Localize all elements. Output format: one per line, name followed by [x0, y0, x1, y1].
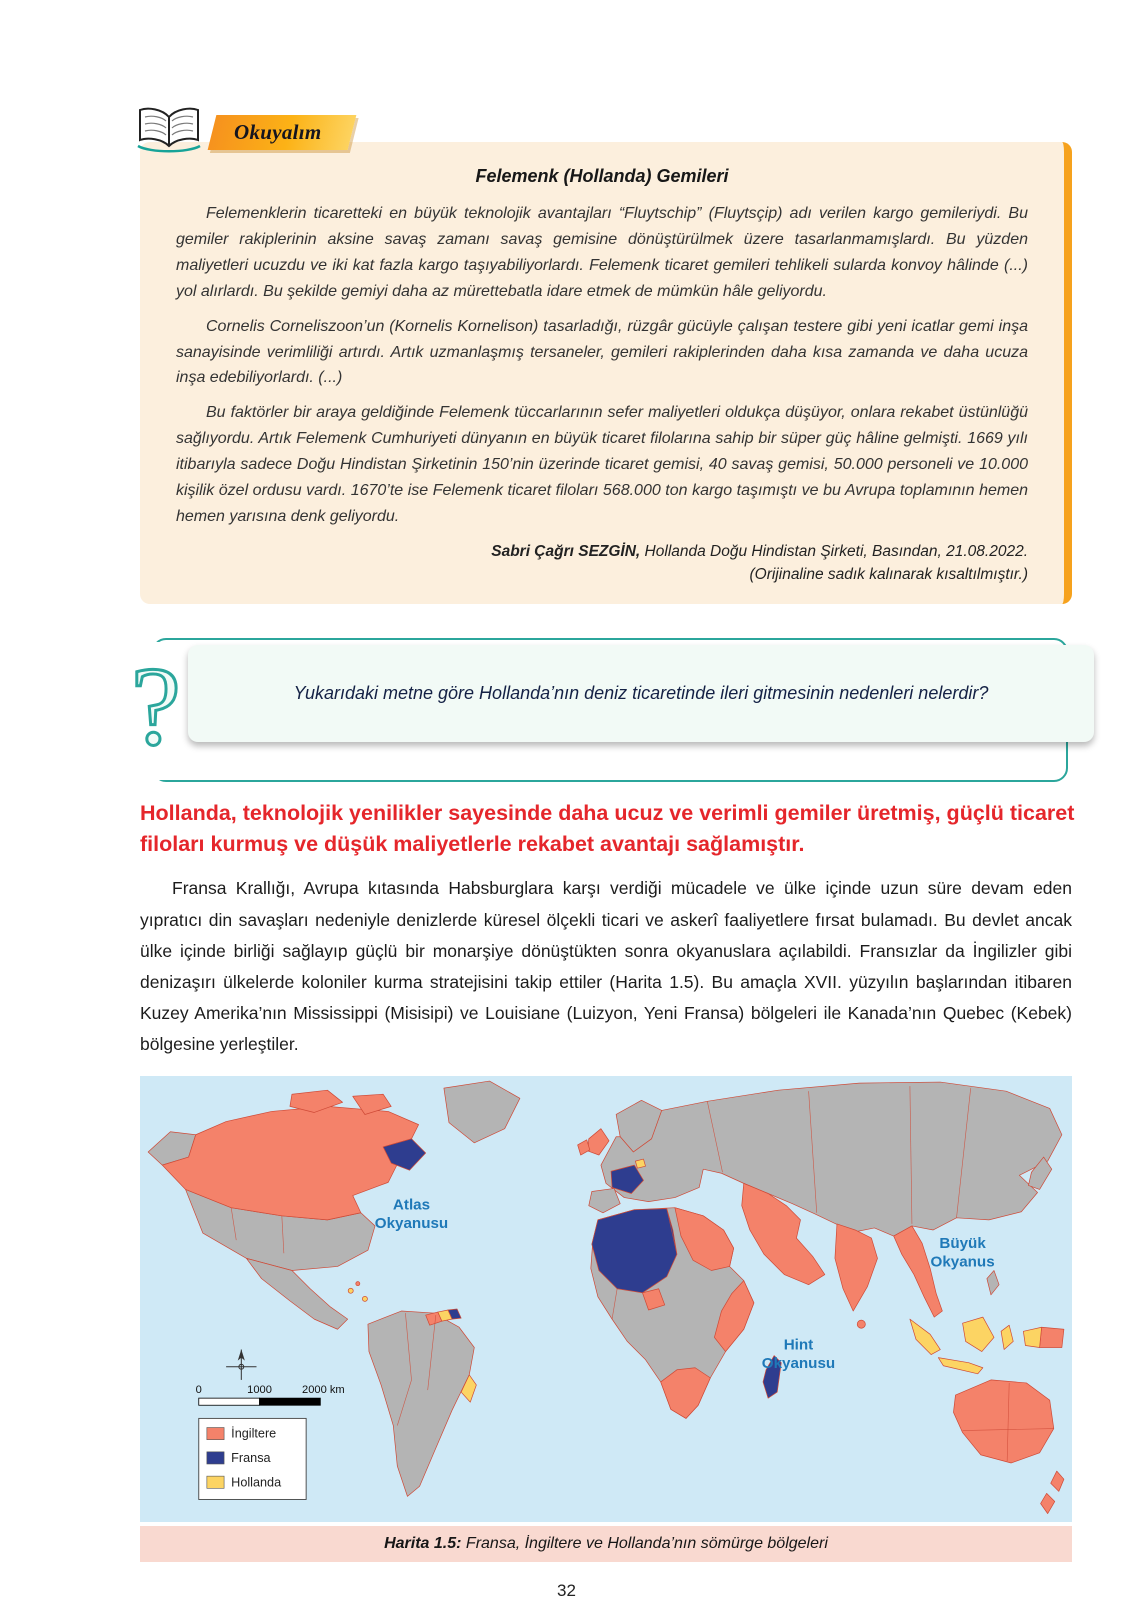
legend-swatch-holland — [207, 1476, 224, 1488]
okuyalim-banner — [208, 115, 356, 150]
attribution-author: Sabri Çağrı SEZGİN, — [491, 542, 641, 560]
attribution-source: Hollanda Doğu Hindistan Şirketi, Basından, 21.08.2022. — [640, 542, 1028, 560]
svg-text:?: ? — [131, 645, 181, 770]
page-number: 32 — [557, 1581, 576, 1600]
attribution — [176, 540, 1028, 587]
body-paragraph: Fransa Krallığı, Avrupa kıtasında Habsburglara karşı verdiği mücadele ve ülke içinde uzun süre devam eden yıpratıcı din savaşları nedeniyle denizlerde küresel ölçekli ticari ve askerî faaliyetlere fırsat bulamadı. Bu devlet ancak ülke içinde birliği sağlayıp güçlü bir monarşiye dönüştükten sonra okyanuslara açılabildi. Fransızlar da İngilizler gibi denizaşırı ülkelerde koloniler kurma stratejisini takip ettiler (Harita 1.5). Bu amaçla XVII. yüzyılın başlarından itibaren Kuzey Amerika’nın Mississippi (Misisipi) ve Louisiane (Luizyon, Yeni Fransa) bölgeleri ile Kanada’nın Quebec (Kebek) bölgesine yerleştiler. — [140, 878, 1072, 1055]
scale-tick-2000: 2000 km — [302, 1384, 345, 1397]
atlantic-label-line1: Atlas — [392, 1196, 431, 1214]
legend-swatch-england — [207, 1428, 224, 1440]
okuyalim-banner-label: Okuyalım — [234, 120, 322, 144]
indian-label-line2: Okyanusu — [761, 1355, 836, 1373]
reading-paragraph-2: Cornelis Corneliszoon’un (Kornelis Kornelison) tasarladığı, rüzgâr gücüyle çalışan testere gibi yeni icatlar gemi inşa sanayisinde verimliliği artırdı. Artık uzmanlaşmış tersaneler, gemileri rakiplerinden daha kısa zamanda ve daha ucuza inşa edebiliyorlardı. (...) — [176, 317, 1028, 387]
legend-label-holland: Hollanda — [231, 1475, 282, 1490]
map-caption-label: Harita 1.5: — [384, 1534, 462, 1552]
question-section — [131, 636, 1072, 786]
legend-label-france: Fransa — [231, 1451, 271, 1466]
open-book-icon — [136, 104, 202, 154]
reading-paragraph-3: Bu faktörler bir araya geldiğinde Felemenk tüccarlarının sefer maliyetleri oldukça düşüyor, onlara rekabet üstünlüğü sağlıyordu. Artık Felemenk Cumhuriyeti dünyanın en büyük ticaret filolarına sahip bir süper güç hâline gelmişti. 1669 yılı itibarıyla sadece Doğu Hindistan Şirketinin 150’nin üzerinde ticaret gemisi, 40 savaş gemisi, 50.000 personeli ve 10.000 kişilik özel ordusu vardı. 1670’te ise Felemenk ticaret filoları 568.000 ton kargo taşımıştı ve bu Avrupa toplamının hemen hemen yarısına denk geliyordu. — [176, 404, 1028, 525]
attribution-note: (Orijinaline sadık kalınarak kısaltılmıştır.) — [749, 566, 1028, 584]
legend-label-england: İngiltere — [231, 1426, 277, 1441]
map-figure — [140, 1076, 1072, 1562]
world-map — [140, 1076, 1072, 1522]
map-caption — [140, 1526, 1072, 1562]
reading-title: Felemenk (Hollanda) Gemileri — [475, 166, 729, 186]
map-caption-text: Fransa, İngiltere ve Hollanda’nın sömürge bölgeleri — [461, 1534, 828, 1552]
atlantic-label-line2: Okyanusu — [374, 1215, 449, 1233]
indian-label-line1: Hint — [783, 1336, 814, 1354]
okuyalim-header — [136, 100, 1072, 154]
scale-tick-0: 0 — [195, 1384, 202, 1397]
question-text: Yukarıdaki metne göre Hollanda’nın deniz ticaretinde ileri gitmesinin nedenleri nelerdir? — [293, 683, 989, 704]
reading-box — [140, 142, 1072, 604]
pacific-label-line1: Büyük — [939, 1235, 986, 1253]
answer-text: Hollanda, teknolojik yenilikler sayesinde daha ucuz ve verimli gemiler üretmiş, güçlü ticaret filoları kurmuş ve düşük maliyetlerle rekabet avantajı sağlamıştır. — [140, 801, 1075, 856]
question-box — [188, 645, 1094, 742]
reading-paragraph-1: Felemenklerin ticaretteki en büyük teknolojik avantajları “Fluytschip” (Fluytsçip) adı verilen kargo gemileriydi. Bu gemiler rakiplerinin aksine savaş zamanı savaş gemisine dönüştürülmek üzere tasarlanmamışlardı. Bu yüzden maliyetleri ucuzdu ve iki kat fazla kargo taşıyabiliyorlardı. Felemenk ticaret gemileri tehlikeli sularda konvoy hâlinde (...) yol alırlardı. Bu şekilde gemiyi daha az mürettebatla idare etmek de mümkün hâle geliyordu. — [176, 205, 1028, 300]
pacific-label-line2: Okyanus — [930, 1253, 995, 1271]
question-mark-icon — [130, 632, 186, 788]
map-legend — [199, 1419, 306, 1500]
legend-swatch-france — [207, 1452, 224, 1464]
scale-tick-1000: 1000 — [247, 1384, 272, 1397]
